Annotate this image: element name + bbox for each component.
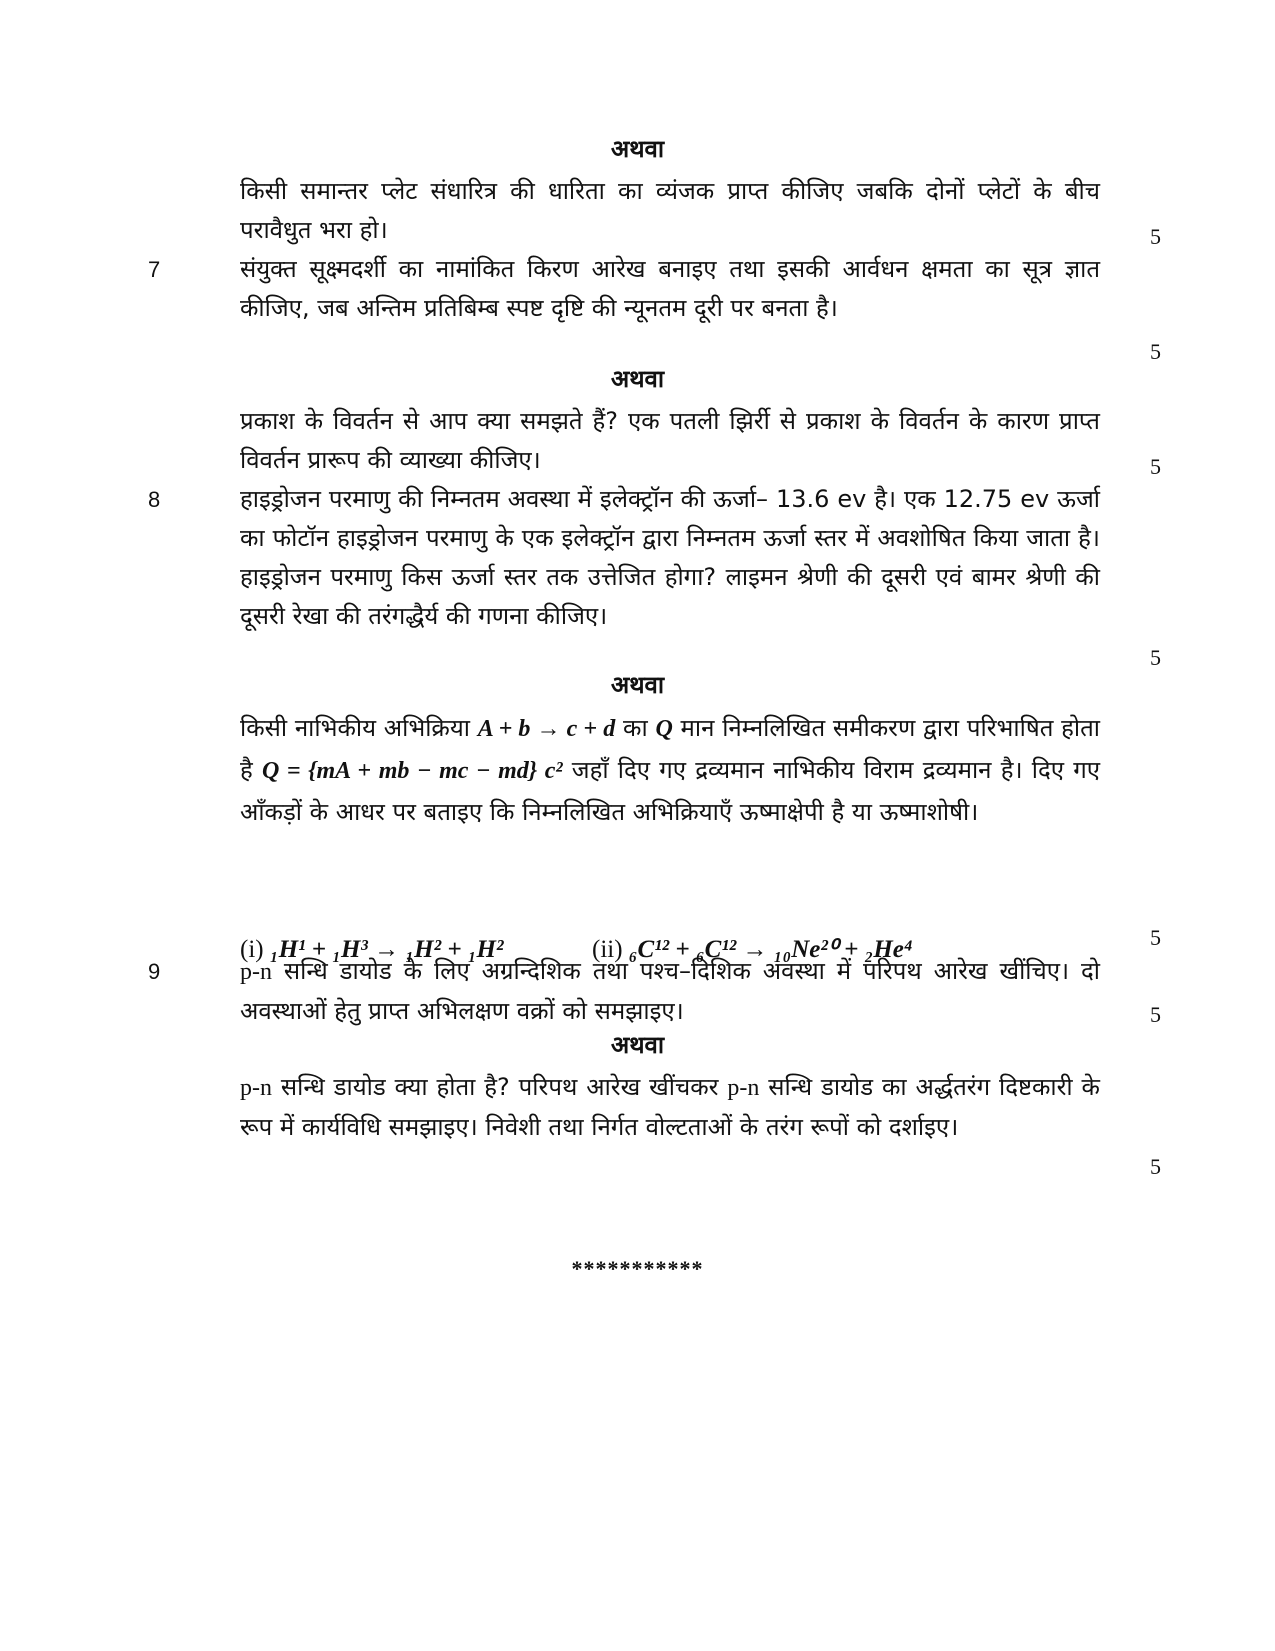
question-8-alt-text	[240, 708, 1100, 833]
q-value-formula: Q = {mA + mb − mc − md} c²	[261, 758, 563, 784]
q9-alt-text-mid: सन्धि डायोड क्या होता है? परिपथ आरेख खींचकर	[280, 1073, 719, 1101]
q8-alt-text-d: जहाँ दिए गए द्रव्यमान नाभिकीय विराम द्रव्यमान है। दिए गए आँकड़ों के आधर पर बताइए कि निम्नलिखित अभिक्रियाएँ ऊष्माक्षेपी है या ऊष्माशोषी।	[240, 756, 1100, 826]
question-6-alt-marks: 5	[1150, 224, 1161, 249]
question-7-number: 7	[148, 257, 161, 282]
q8-alt-text-a: किसी नाभिकीय अभिक्रिया	[240, 714, 471, 742]
reaction-ii-label: (ii)	[592, 936, 623, 963]
q8-alt-text-b: का	[623, 714, 648, 742]
alternative-label: अथवा	[610, 1031, 665, 1059]
end-marker: ***********	[571, 1256, 704, 1281]
question-9-alt-text	[240, 1068, 1100, 1147]
question-8-number: 8	[148, 487, 161, 512]
question-6-alt-text: किसी समान्तर प्लेट संधारित्र की धारिता का व्यंजक प्राप्त कीजिए जबकि दोनों प्लेटों के बीच परावैधुत भरा हो।	[240, 177, 1100, 244]
q8-alt-text-c: मान निम्नलिखित समीकरण द्वारा परिभाषित होता है	[240, 714, 1100, 784]
question-8-alt-marks: 5	[1150, 925, 1161, 950]
pn-label: p-n	[240, 959, 272, 985]
reaction-equation: A + b → c + d	[477, 716, 616, 742]
question-9-marks: 5	[1150, 1002, 1161, 1027]
question-7-alt-marks: 5	[1150, 454, 1161, 479]
pn-label: p-n	[727, 1075, 760, 1101]
q9-alt-text-body: सन्धि डायोड का अर्द्धतरंग दिष्टकारी के रूप में कार्यविधि समझाइए। निवेशी तथा निर्गत वोल्टताओं के तरंग रूपों को दर्शाइए।	[240, 1073, 1100, 1141]
question-7-alt-text: प्रकाश के विवर्तन से आप क्या समझते हैं? एक पतली झिर्री से प्रकाश के विवर्तन के कारण प्राप्त विवर्तन प्रारूप की व्याख्या कीजिए।	[240, 407, 1100, 474]
question-9-alt-marks: 5	[1150, 1154, 1161, 1179]
q9-text-body: सन्धि डायोड के लिए अग्रन्दिशिक तथा पश्च–दिशिक अवस्था में परिपथ आरेख खींचिए। दो अवस्थाओं हेतु प्राप्त अभिलक्षण वक्रों को समझाइए।	[240, 957, 1100, 1025]
alternative-label: अथवा	[610, 671, 665, 699]
question-8-text: हाइड्रोजन परमाणु की निम्नतम अवस्था में इलेक्ट्रॉन की ऊर्जा– 13.6 ev है। एक 12.75 ev ऊर्जा का फोटॉन हाइड्रोजन परमाणु के एक इलेक्ट्रॉन द्वारा निम्नतम ऊर्जा स्तर में अवशोषित किया जाता है। हाइड्रोजन परमाणु किस ऊर्जा स्तर तक उत्तेजित होगा? लाइमन श्रेणी की दूसरी एवं बामर श्रेणी की दूसरी रेखा की तरंगद्धैर्य की गणना कीजिए।	[240, 485, 1100, 630]
reaction-i-equation: ₁H¹ + ₁H³ → ₁H² + ₁H²	[269, 936, 504, 963]
question-7-text: संयुक्त सूक्ष्मदर्शी का नामांकित किरण आरेख बनाइए तथा इसकी आर्वधन क्षमता का सूत्र ज्ञात कीजिए, जब अन्तिम प्रतिबिम्ब स्पष्ट दृष्टि की न्यूनतम दूरी पर बनता है।	[240, 255, 1100, 322]
alternative-label: अथवा	[610, 135, 665, 163]
reaction-ii-equation: ₆C¹² + ₆C¹² → ₁₀Ne²⁰ + ₂He⁴	[628, 936, 913, 963]
question-9-text	[240, 952, 1100, 1031]
question-9-number: 9	[148, 959, 161, 984]
reaction-i-label: (i)	[240, 936, 264, 963]
question-8-marks: 5	[1150, 645, 1161, 670]
question-7-marks: 5	[1150, 339, 1161, 364]
pn-label: p-n	[240, 1075, 272, 1101]
q-symbol: Q	[655, 716, 673, 742]
alternative-label: अथवा	[610, 365, 665, 393]
